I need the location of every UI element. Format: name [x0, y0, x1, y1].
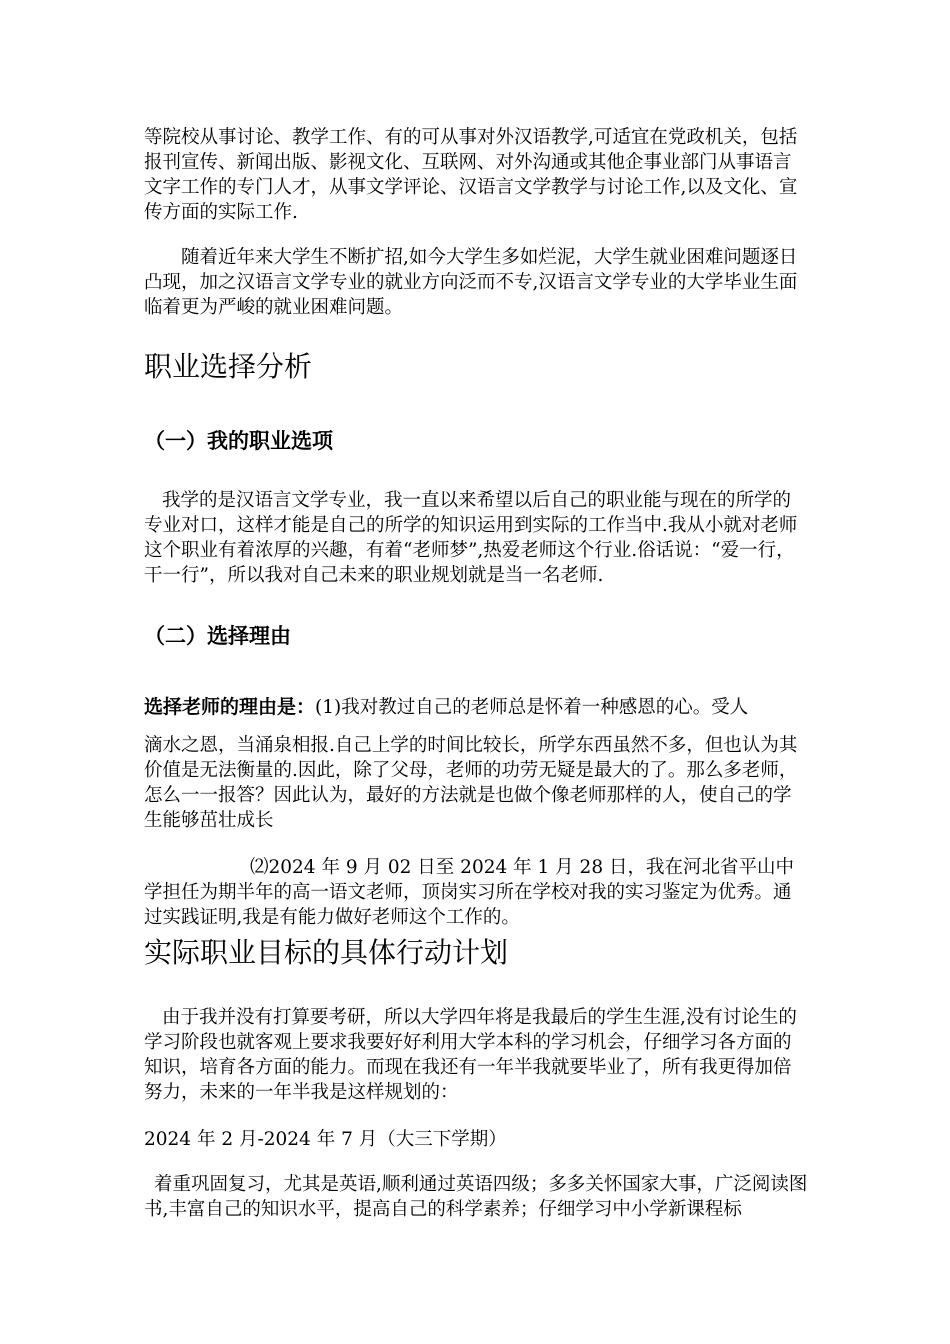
- reason-one-start: (1)我对教过自己的老师总是怀着一种感恩的心。受人: [315, 697, 749, 718]
- heading-career-choice-analysis: 职业选择分析: [144, 350, 313, 383]
- reason-one-body: 滴水之恩，当涌泉相报.自己上学的时间比较长，所学东西虽然不多，但也认为其价值是无法衡量的.因此，除了父母，老师的功劳无疑是最大的了。那么多老师，怎么一一报答？因此认为，最好的方法就是也做个像老师那样的人，使自己的学生能够茁壮成长: [144, 735, 798, 831]
- reason-lead-label: 选择老师的理由是：: [144, 696, 316, 718]
- subheading-choice-reasons: （二）选择理由: [144, 623, 291, 648]
- reason-one-first-line: [144, 695, 808, 720]
- paragraph-career-option: 我学的是汉语言文学专业，我一直以来希望以后自己的职业能与现在的所学的专业对口，这样才能是自己的所学的知识运用到实际的工作当中.我从小就对老师这个职业有着浓厚的兴趣，有着“老师梦”,热爱老师这个行业.俗话说：“爱一行，干一行”，所以我对自己未来的职业规划就是当一名老师.: [144, 490, 798, 586]
- paragraph-action-plan: 由于我并没有打算要考研，所以大学四年将是我最后的学生生涯,没有讨论生的学习阶段也就客观上要求我要好好利用大学本科的学习机会，仔细学习各方面的知识，培育各方面的能力。而现在我还有一年半我就要毕业了，所有我更得加倍努力，未来的一年半我是这样规划的：: [144, 1007, 797, 1103]
- heading-action-plan: 实际职业目标的具体行动计划: [144, 936, 509, 969]
- reason-two: ⑵2024 年 9 月 02 日至 2024 年 1 月 28 日，我在河北省平山中学担任为期半年的高一语文老师，顶岗实习所在学校对我的实习鉴定为优秀。通过实践证明,我是有能力做好老师这个工作的。: [144, 857, 794, 928]
- paragraph-intro-continuation: 等院校从事讨论、教学工作、有的可从事对外汉语教学,可适宜在党政机关，包括报刊宣传、新闻出版、影视文化、互联网、对外沟通或其他企事业部门从事语言文字工作的专门人才，从事文学评论、汉语言文学教学与讨论工作,以及文化、宣传方面的实际工作.: [144, 127, 798, 223]
- period-label: 2024 年 2 月-2024 年 7 月（大三下学期）: [144, 1129, 507, 1150]
- paragraph-semester-plan: 着重巩固复习，尤其是英语,顺利通过英语四级；多多关怀国家大事，广泛阅读图书,丰富自己的知识水平，提高自己的科学素养；仔细学习中小学新课程标: [144, 1174, 808, 1220]
- paragraph-employment-difficulty: 随着近年来大学生不断扩招,如今大学生多如烂泥，大学生就业困难问题逐日凸现，加之汉语言文学专业的就业方向泛而不专,汉语言文学专业的大学毕业生面临着更为严峻的就业困难问题。: [144, 247, 798, 318]
- subheading-my-career-option: （一）我的职业选项: [144, 428, 333, 453]
